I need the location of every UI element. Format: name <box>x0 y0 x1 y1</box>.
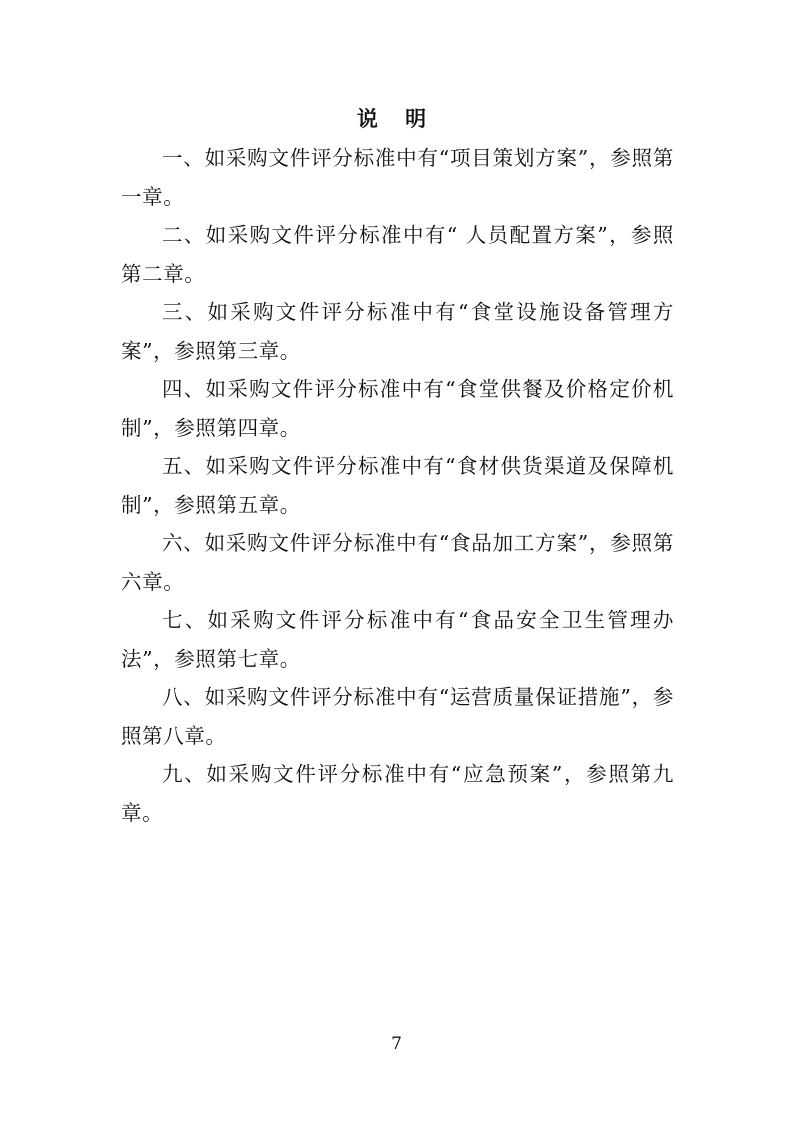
instruction-item-2: 二、如采购文件评分标准中有“ 人员配置方案”，参照第二章。 <box>121 223 674 286</box>
instruction-item-5: 五、如采购文件评分标准中有“食材供货渠道及保障机制”，参照第五章。 <box>121 454 674 517</box>
page-number: 7 <box>391 1034 402 1054</box>
instruction-item-4: 四、如采购文件评分标准中有“食堂供餐及价格定价机制”，参照第四章。 <box>121 377 674 440</box>
page-title: 说 明 <box>356 106 437 131</box>
instruction-item-3: 三、如采购文件评分标准中有“食堂设施设备管理方案”，参照第三章。 <box>121 300 674 363</box>
instruction-item-7: 七、如采购文件评分标准中有“食品安全卫生管理办法”，参照第七章。 <box>121 608 674 671</box>
instruction-list <box>121 139 674 832</box>
instruction-item-8: 八、如采购文件评分标准中有“运营质量保证措施”，参照第八章。 <box>121 685 674 748</box>
instruction-item-9: 九、如采购文件评分标准中有“应急预案”，参照第九章。 <box>121 762 674 825</box>
instruction-item-6: 六、如采购文件评分标准中有“食品加工方案”，参照第六章。 <box>121 531 674 594</box>
instruction-item-1: 一、如采购文件评分标准中有“项目策划方案”，参照第一章。 <box>121 146 674 209</box>
